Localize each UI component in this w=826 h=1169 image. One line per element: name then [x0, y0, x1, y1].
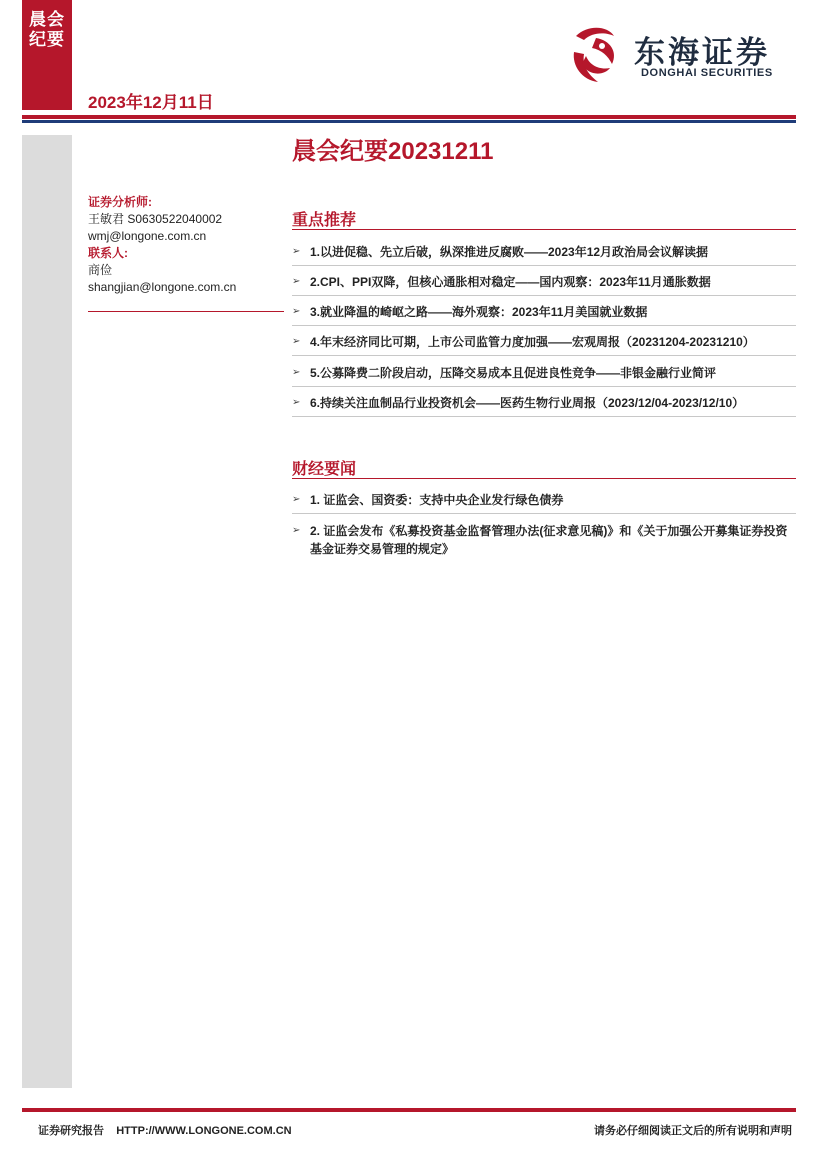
report-type-tag — [22, 0, 72, 110]
item-divider — [292, 386, 796, 387]
bullet-arrow-icon: ➢ — [292, 276, 301, 287]
section-rule-news — [292, 478, 796, 479]
header-rule-navy — [22, 120, 796, 123]
section-title-key: 重点推荐 — [292, 212, 357, 229]
report-date: 2023年12月11日 — [88, 93, 214, 112]
news-item[interactable] — [292, 522, 798, 558]
news-item-text: 1. 证监会、国资委：支持中央企业发行绿色债券 — [310, 493, 564, 507]
bullet-arrow-icon: ➢ — [292, 397, 301, 408]
key-item[interactable] — [292, 333, 802, 351]
key-item[interactable] — [292, 243, 802, 261]
analyst-name-id: 王敏君 S0630522040002 — [88, 212, 223, 226]
footer-disclaimer: 请务必仔细阅读正文后的所有说明和声明 — [594, 1125, 792, 1137]
item-divider — [292, 416, 796, 417]
bullet-arrow-icon: ➢ — [292, 494, 301, 505]
analyst-email[interactable]: wmj@longone.com.cn — [88, 229, 207, 243]
key-item[interactable] — [292, 394, 802, 412]
bullet-arrow-icon: ➢ — [292, 336, 301, 347]
news-item[interactable] — [292, 491, 802, 509]
analyst-info — [88, 194, 236, 296]
header-rule-red — [22, 115, 796, 119]
bullet-arrow-icon: ➢ — [292, 246, 301, 257]
key-item-text: 6.持续关注血制品行业投资机会——医药生物行业周报（2023/12/04-2023/12/10） — [310, 396, 745, 410]
key-item-text: 3.就业降温的崎岖之路——海外观察：2023年11月美国就业数据 — [310, 305, 648, 319]
report-type-tag-label: 晨会纪要 — [29, 10, 65, 49]
bullet-arrow-icon: ➢ — [292, 367, 301, 378]
key-item[interactable] — [292, 303, 802, 321]
bullet-arrow-icon: ➢ — [292, 306, 301, 317]
bullet-arrow-icon: ➢ — [292, 525, 301, 536]
key-item-text: 5.公募降费二阶段启动，压降交易成本且促进良性竞争——非银金融行业简评 — [310, 366, 717, 380]
sidebar-band — [22, 135, 72, 1088]
analyst-divider — [88, 311, 284, 312]
section-title-news: 财经要闻 — [292, 461, 357, 478]
analyst-label: 证券分析师: — [88, 195, 152, 209]
key-item-text: 4.年末经济同比可期，上市公司监管力度加强——宏观周报（20231204-20231210） — [310, 335, 755, 349]
contact-label: 联系人: — [88, 246, 128, 260]
key-item-text: 2.CPI、PPI双降，但核心通胀相对稳定——国内观察：2023年11月通胀数据 — [310, 275, 711, 289]
footer-report-url[interactable]: 证券研究报告 HTTP://WWW.LONGONE.COM.CN — [38, 1125, 292, 1137]
contact-email[interactable]: shangjian@longone.com.cn — [88, 280, 237, 294]
item-divider — [292, 265, 796, 266]
item-divider — [292, 513, 796, 514]
contact-name: 商俭 — [88, 263, 113, 277]
key-item-text: 1.以进促稳、先立后破，纵深推进反腐败——2023年12月政治局会议解读据 — [310, 245, 709, 259]
donghai-logo-icon — [566, 22, 624, 86]
logo-chinese-name: 东海证券 — [634, 35, 770, 70]
key-item[interactable] — [292, 364, 802, 382]
item-divider — [292, 295, 796, 296]
page-title: 晨会纪要20231211 — [292, 138, 494, 165]
news-item-text: 2. 证监会发布《私募投资基金监督管理办法(征求意见稿)》和《关于加强公开募集证券投资基金证券交易管理的规定》 — [310, 524, 788, 556]
item-divider — [292, 355, 796, 356]
logo-english-name: DONGHAI SECURITIES — [641, 67, 773, 79]
item-divider — [292, 325, 796, 326]
key-item[interactable] — [292, 273, 802, 291]
section-rule-key — [292, 229, 796, 230]
footer-rule — [22, 1108, 796, 1112]
